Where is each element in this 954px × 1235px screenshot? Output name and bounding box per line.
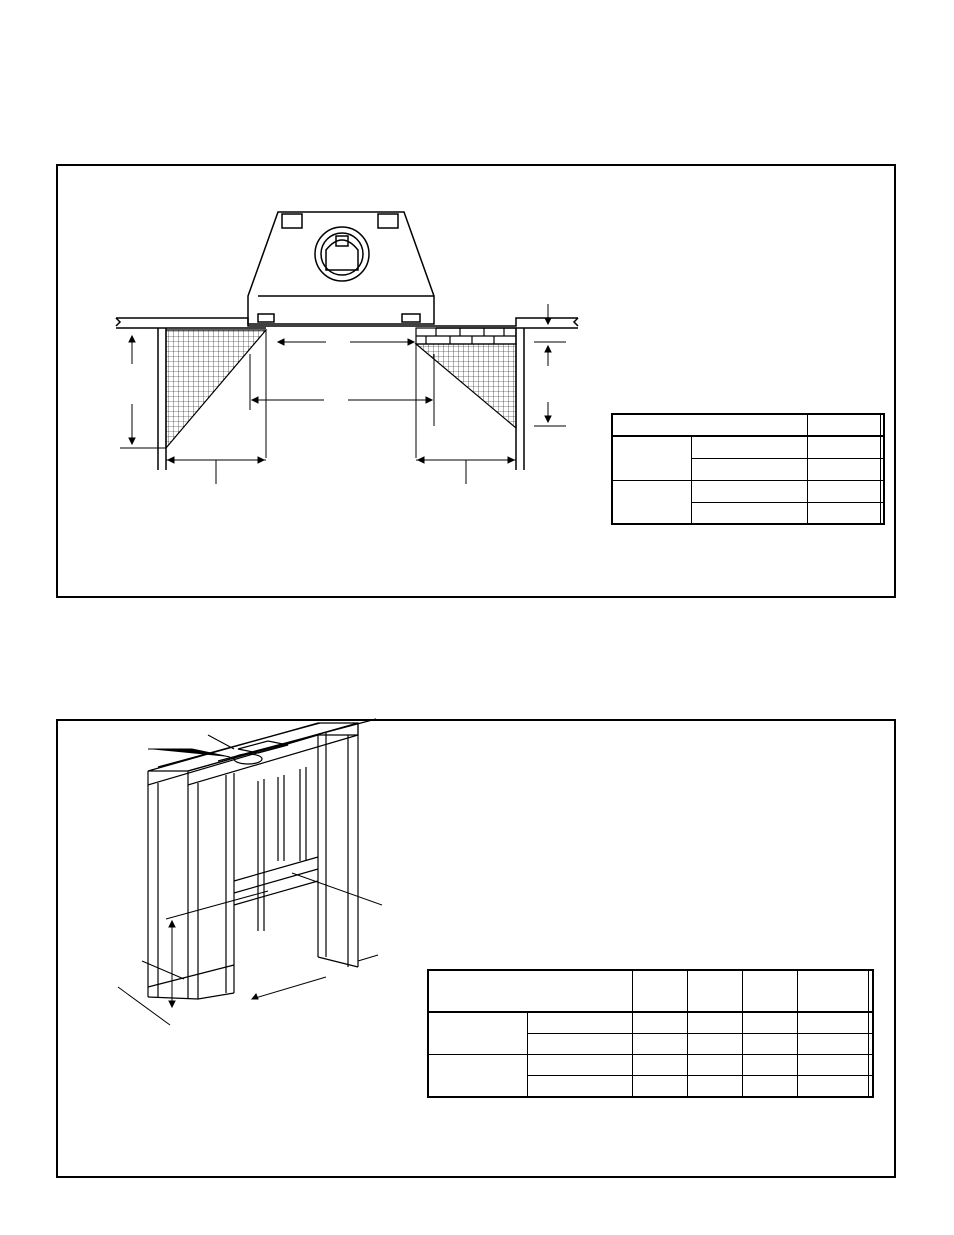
table1-cell xyxy=(880,480,884,502)
table2-cell xyxy=(688,1012,743,1033)
fireplace-unit-icon xyxy=(248,212,434,324)
table2-cell xyxy=(528,1055,633,1076)
table2-cell xyxy=(528,1076,633,1097)
table2-cell xyxy=(743,1033,798,1054)
right-side-wall xyxy=(516,328,524,470)
table2-header-cell xyxy=(633,970,688,1012)
table2-cell xyxy=(869,1076,873,1097)
figure-1-panel xyxy=(56,164,896,598)
right-insulation-mesh-icon xyxy=(416,344,516,428)
table1-header-cell xyxy=(807,414,880,436)
table1-cell xyxy=(807,502,880,524)
table2-header-cell xyxy=(743,970,798,1012)
table2-header-cell xyxy=(869,970,873,1012)
table2-cell xyxy=(798,1055,869,1076)
table2-cell xyxy=(528,1012,633,1033)
brick-hearth-icon xyxy=(416,328,516,344)
table1-group-cell xyxy=(612,480,692,524)
wall-surface xyxy=(116,318,578,328)
table1-cell xyxy=(807,436,880,458)
table2-cell xyxy=(688,1076,743,1097)
figure-2-panel xyxy=(56,719,896,1178)
table1-cell xyxy=(880,458,884,480)
left-insulation-mesh-icon xyxy=(166,330,266,448)
clearance-table-1 xyxy=(611,413,885,525)
table2-cell xyxy=(798,1076,869,1097)
table2-cell xyxy=(743,1076,798,1097)
table2-cell xyxy=(869,1055,873,1076)
table1-cell xyxy=(692,480,808,502)
table2-cell xyxy=(869,1012,873,1033)
table2-cell xyxy=(869,1033,873,1054)
table2-cell xyxy=(688,1055,743,1076)
table2-cell xyxy=(633,1012,688,1033)
table2-group-cell xyxy=(428,1012,528,1054)
table1-cell xyxy=(807,480,880,502)
table2-cell xyxy=(798,1033,869,1054)
table1-cell xyxy=(692,502,808,524)
table2-cell xyxy=(633,1055,688,1076)
table1-cell xyxy=(692,436,808,458)
table2-cell xyxy=(633,1033,688,1054)
wall-framing-icon xyxy=(58,721,898,1180)
table1-cell xyxy=(807,458,880,480)
table2-header-cell xyxy=(688,970,743,1012)
table2-cell xyxy=(743,1055,798,1076)
table2-cell xyxy=(528,1033,633,1054)
table2-cell xyxy=(688,1033,743,1054)
table2-header-cell xyxy=(798,970,869,1012)
table2-header-cell xyxy=(428,970,633,1012)
table1-header-cell xyxy=(880,414,884,436)
table1-group-cell xyxy=(612,436,692,480)
table2-group-cell xyxy=(428,1055,528,1097)
flue-collar-icon xyxy=(315,227,369,281)
framing-table xyxy=(427,969,874,1098)
table1-cell xyxy=(880,436,884,458)
table2-cell xyxy=(798,1012,869,1033)
table1-cell xyxy=(880,502,884,524)
table1-cell xyxy=(692,458,808,480)
table1-header-cell xyxy=(612,414,807,436)
table2-cell xyxy=(743,1012,798,1033)
top-view-diagram xyxy=(58,166,898,600)
table2-cell xyxy=(633,1076,688,1097)
